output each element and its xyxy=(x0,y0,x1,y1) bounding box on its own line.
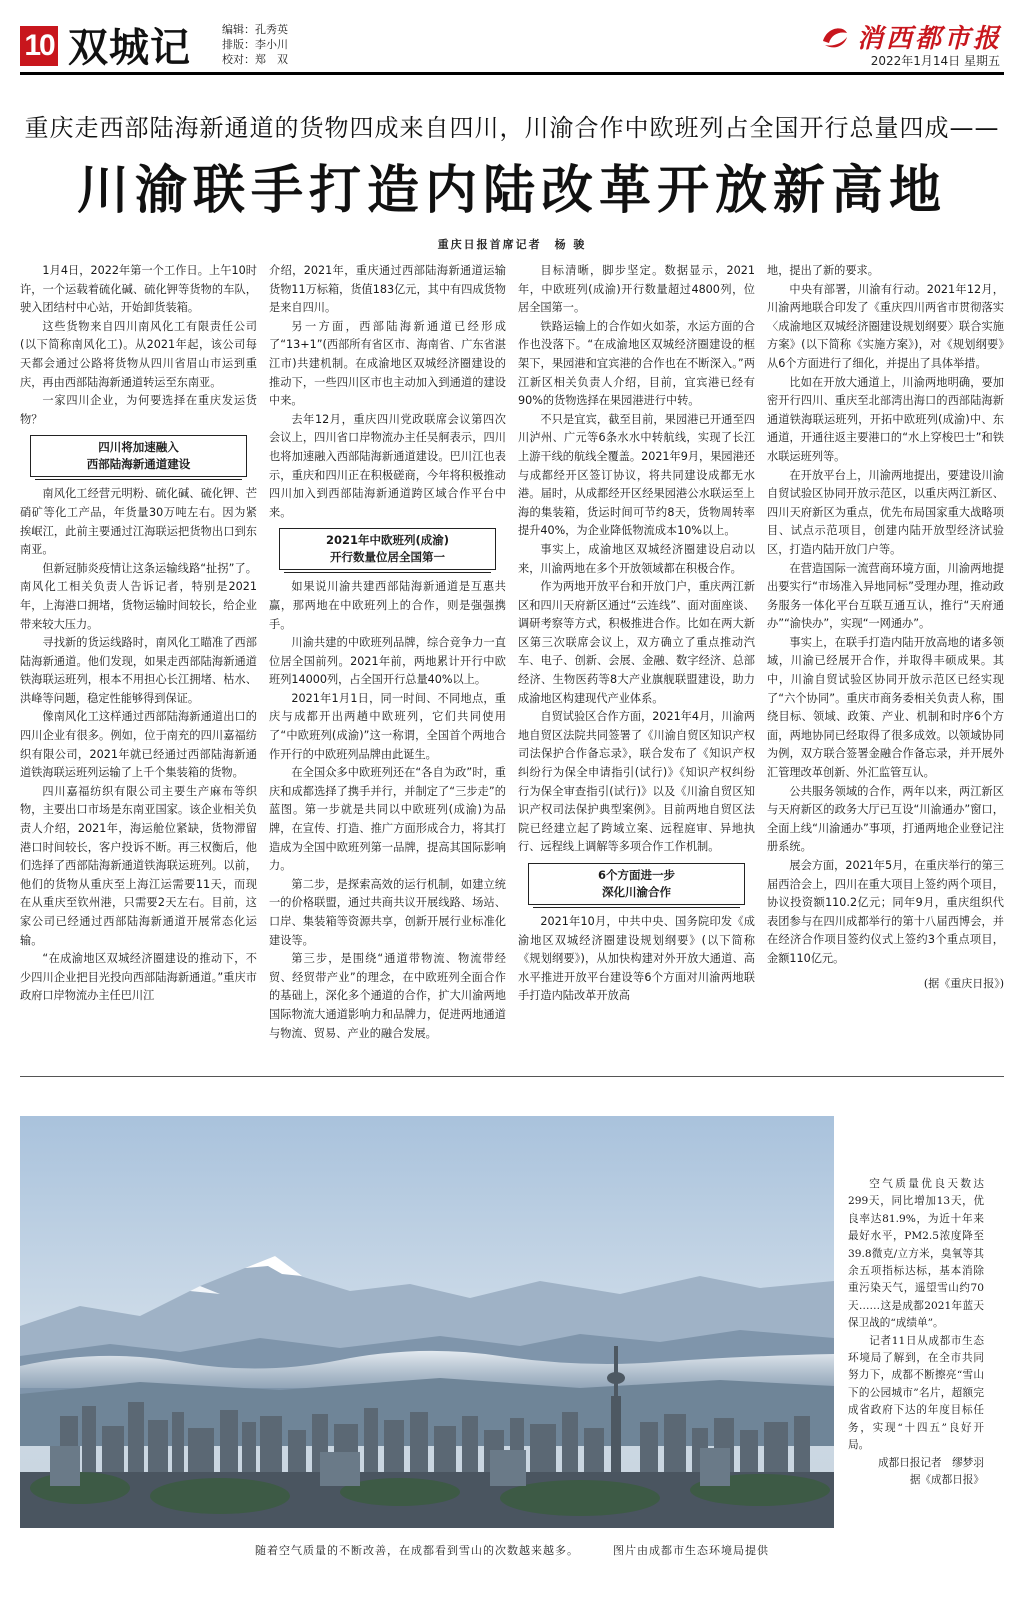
paragraph: 地，提出了新的要求。 xyxy=(767,264,879,277)
masthead-rule xyxy=(20,72,1004,75)
paragraph: 介绍，2021年，重庆通过西部陆海新通道运输货物11万标箱，货值183亿元，其中有四成货物是来自四川。 xyxy=(269,264,506,315)
city-skyline-photo xyxy=(20,1116,834,1528)
paragraph: 公共服务领域的合作，两年以来，两江新区与天府新区的政务大厅已互设“川渝通办”窗口，全面上线“川渝通办”事项，打通两地企业登记注册系统。 xyxy=(767,784,1004,854)
paragraph: 一家四川企业，为何要选择在重庆发运货物？ xyxy=(20,394,257,426)
paragraph: 铁路运输上的合作如火如荼，水运方面的合作也没落下。“在成渝地区双城经济圈建设的框架下，果园港和宜宾港的合作也在不断深入。”两江新区相关负责人介绍，目前，宜宾港已经有90%的货物选择在果园港进行中转。 xyxy=(518,319,755,408)
paragraph: 寻找新的货运线路时，南风化工瞄准了西部陆海新通道。他们发现，如果走西部陆海新通道铁海联运班列，根本不用担心长江拥堵、枯水、洪峰等问题，稳定性能够得到保证。 xyxy=(20,636,257,705)
paragraph: 另一方面，西部陆海新通道已经形成了“13+1”(西部所有省区市、海南省、广东省湛江市)共建机制。在成渝地区双城经济圈建设的推动下，一些四川区市也主动加入到通道的建设中来。 xyxy=(269,319,506,408)
photo-story-reporter: 成都日报记者 缪梦羽 xyxy=(878,1456,984,1469)
newspaper-logo xyxy=(819,18,1002,55)
subheading-line: 西部陆海新通道建设 xyxy=(86,457,191,472)
paragraph: 作为两地开放平台和开放门户，重庆两江新区和四川天府新区通过“云连线”、面对面座谈、调研考察等方式，积极推进合作。比如在两大新区第三次联席会议上，双方确立了重点推动汽车、电子、创新、会展、金融、数字经济、总部经济、生物医药等8大产业旗舰联盟建设，助力成渝地区构建现代产业体系。 xyxy=(518,580,755,705)
paragraph: 在开放平台上，川渝两地提出，要建设川渝自贸试验区协同开放示范区，以重庆两江新区、四川天府新区为重点，优先布局国家重大战略项目、试点示范项目，创建内陆开放型经济试验区，打造内陆开放门户等。 xyxy=(767,468,1004,556)
paragraph: 不只是宜宾，截至目前，果园港已开通至四川泸州、广元等6条水水中转航线，实现了长江上游干线的航线全覆盖。2021年9月，果园港还与成都经开区签订协议，将共同建设成都无水港。届时，从成都经开区经果园港公水联运至上海的集装箱，货运时间可节约8天，货物周转率提升40%，为企业降低物流成本10%以上。 xyxy=(518,412,755,538)
caption-text: 随着空气质量的不断改善，在成都看到雪山的次数越来越多。 xyxy=(255,1544,579,1557)
paragraph: 如果说川渝共建西部陆海新通道是互惠共赢，那两地在中欧班列上的合作，则是强强携手。 xyxy=(269,580,506,631)
paragraph: 中央有部署，川渝有行动。2021年12月，川渝两地联合印发了《重庆四川两省市贯彻落实〈成渝地区双城经济圈建设规划纲要〉联合实施方案》(以下简称《实施方案》)，对《规划纲要》从6个方面进行了细化，并提出了具体举措。 xyxy=(767,282,1004,370)
paragraph: 目标清晰，脚步坚定。数据显示，2021年，中欧班列(成渝)开行数量超过4800列，位居全国第一。 xyxy=(518,264,755,315)
article-column-1 xyxy=(20,262,257,1062)
photo-story-source: 据《成都日报》 xyxy=(909,1473,984,1486)
paragraph: 去年12月，重庆四川党政联席会议第四次会议上，四川省口岸物流办主任吴舸表示，四川也将加速融入西部陆海新通道建设。巴川江也表示，重庆和四川正在积极磋商，今年将积极推动四川加入到西部陆海新通道跨区域合作平台中来。 xyxy=(269,412,506,519)
editor-credit: 编辑：孔秀英 xyxy=(222,23,288,36)
paragraph: 像南风化工这样通过西部陆海新通道出口的四川企业有很多。例如，位于南充的四川嘉福纺织有限公司，2021年就已经通过西部陆海新通道铁海联运班列运输了上千个集装箱的货物。 xyxy=(20,710,257,780)
paragraph: 自贸试验区合作方面，2021年4月，川渝两地自贸区法院共同签署了《川渝自贸区知识产权司法保护合作备忘录》，联合发布了《知识产权纠纷行为保全申请指引(试行)》《知识产权纠纷行为保全审查指引(试行)》以及《川渝自贸区知识产权司法保护典型案例》。目前两地自贸区法院已经建立起了跨域立案、远程庭审、异地执行、远程线上调解等多项合作工作机制。 xyxy=(518,710,755,854)
layout-credit: 排版：李小川 xyxy=(222,38,288,51)
paragraph: 1月4日，2022年第一个工作日。上午10时许，一个运载着硫化碱、硫化钾等货物的车队，驶入团结村中心站，开始卸货装箱。 xyxy=(20,264,257,315)
subheading-line: 四川将加速融入 xyxy=(98,440,179,455)
article-kicker: 重庆走西部陆海新通道的货物四成来自四川，川渝合作中欧班列占全国开行总量四成—— xyxy=(24,114,1000,142)
paragraph: 2021年1月1日，同一时间、不同地点，重庆与成都开出两趟中欧班列，它们共同使用了“中欧班列(成渝)”这一称谓，全国首个两地合作开行的中欧班列品牌由此诞生。 xyxy=(269,691,506,761)
subheading-box xyxy=(528,863,745,905)
paragraph: 南风化工经营元明粉、硫化碱、硫化钾、芒硝矿等化工产品，年货量30万吨左右。因为紧挨岷江，此前主要通过江海联运把货物出口到东南亚。 xyxy=(20,487,257,557)
paragraph: “在成渝地区双城经济圈建设的推动下，不少四川企业把目光投向西部陆海新通道。”重庆市政府口岸物流办主任巴川江 xyxy=(20,952,257,1003)
paragraph: 比如在开放大通道上，川渝两地明确，要加密开行四川、重庆至北部湾出海口的西部陆海新通道铁海联运班列，开拓中欧班列(成渝)中、东通道，开通往返主要港口的“水上穿梭巴士”和铁水联运班列等。 xyxy=(767,375,1004,463)
newspaper-emblem-icon xyxy=(819,21,851,53)
photo-credit: 图片由成都市生态环境局提供 xyxy=(613,1544,769,1557)
article-headline: 川渝联手打造内陆改革开放新高地 xyxy=(76,161,947,221)
paragraph: 记者11日从成都市生态环境局了解到，在全市共同努力下，成都不断擦亮“雪山下的公园城市”名片，超额完成省政府下达的年度目标任务，实现“十四五”良好开局。 xyxy=(848,1334,984,1452)
photo-story-text xyxy=(848,1176,984,1489)
paragraph: 但新冠肺炎疫情让这条运输线路“扯拐”了。南风化工相关负责人告诉记者，特别是2021年，上海港口拥堵，货物运输时间较长，给企业带来较大压力。 xyxy=(20,561,257,631)
paragraph: 川渝共建的中欧班列品牌，综合竞争力一直位居全国前列。2021年前，两地累计开行中欧班列14000列，占全国开行总量40%以上。 xyxy=(269,636,506,687)
paragraph: 这些货物来自四川南风化工有限责任公司(以下简称南风化工)。从2021年起，该公司每天都会通过公路将货物从四川省眉山市运到重庆，再由西部陆海新通道转运至东南亚。 xyxy=(20,319,257,389)
paragraph: 第二步，是探索高效的运行机制，如建立统一的价格联盟，通过共商共议开展线路、场站、口岸、集装箱等资源共享，创新开展行业标准化建设等。 xyxy=(269,877,506,947)
article-source: (据《重庆日报》) xyxy=(923,976,1004,990)
newspaper-name: 消西都市报 xyxy=(856,24,1002,54)
subheading-box xyxy=(279,528,496,570)
paragraph: 事实上，在联手打造内陆开放高地的诸多领域，川渝已经展开合作，并取得丰硕成果。其中，川渝自贸试验区协同开放示范区已经实现了“六个协同”。重庆市商务委相关负责人称，围绕目标、领域、政策、产业、机制和时序6个方面，两地协同已经取得了很多成效。以领域协同为例，双方联合签署金融合作备忘录，并开展外汇管理改革创新、外汇监管互认。 xyxy=(767,635,1004,780)
paragraph: 第三步，是围绕“通道带物流、物流带经贸、经贸带产业”的理念，在中欧班列全面合作的基础上，深化多个通道的合作，扩大川渝两地国际物流大通道影响力和品牌力，促进两地通道与物流、贸易、产业的融合发展。 xyxy=(269,952,506,1040)
photo-caption xyxy=(0,1542,1024,1558)
article-byline: 重庆日报首席记者 杨 骏 xyxy=(437,238,587,251)
paragraph: 在营造国际一流营商环境方面，川渝两地提出要实行“市场准入异地同标”受理办理，推动政务服务一体化平台互联互通互认，推行“天府通办”“渝快办”，实现“一网通办”。 xyxy=(767,561,1004,631)
proof-credit: 校对：郑 双 xyxy=(222,53,288,66)
subheading-line: 开行数量位居全国第一 xyxy=(330,550,445,565)
snow-mountain-skyline-image xyxy=(20,1116,834,1528)
subheading-line: 深化川渝合作 xyxy=(602,885,671,899)
article-column-4 xyxy=(767,262,1004,1062)
section-divider xyxy=(20,1076,1004,1077)
subheading-line: 2021年中欧班列(成渝) xyxy=(325,533,450,548)
page-number: 10 xyxy=(20,26,58,66)
paragraph: 2021年10月，中共中央、国务院印发《成渝地区双城经济圈建设规划纲要》(以下简称《规划纲要》)，从加快构建对外开放大通道、高水平推进开放平台建设等6个方面对川渝两地联手打造内陆改革开放高 xyxy=(518,915,755,1003)
subheading-box xyxy=(30,435,247,477)
paragraph: 四川嘉福纺织有限公司主要生产麻布等织物，主要出口市场是东南亚国家。该企业相关负责人介绍，2021年，海运舱位紧缺，货物滞留港口时间较长，客户投诉不断。再三权衡后，他们选择了西部陆海新通道铁海联运班列。以前，他们的货物从重庆至上海江运需要11天，而现在从重庆至钦州港，只需要2天左右。目前，这家公司已经通过西部陆海新通道开展常态化运输。 xyxy=(20,784,257,947)
issue-date: 2022年1月14日 星期五 xyxy=(870,54,1000,68)
article-body xyxy=(20,262,1004,1062)
subheading-line: 6个方面进一步 xyxy=(597,868,675,882)
section-title: 双城记 xyxy=(68,25,191,71)
paragraph: 事实上，成渝地区双城经济圈建设启动以来，川渝两地在多个开放领域都在积极合作。 xyxy=(518,542,755,575)
article-column-2 xyxy=(269,262,506,1062)
paragraph: 展会方面，2021年5月，在重庆举行的第三届西洽会上，四川在重大项目上签约两个项目，协议投资额110.2亿元；同年9月，重庆组织代表团参与在四川成都举行的第十八届西博会，并在经济合作项目签约仪式上签约3个重点项目，金额110亿元。 xyxy=(767,859,1004,965)
article-column-3 xyxy=(518,262,755,1062)
staff-credits xyxy=(222,22,288,67)
paragraph: 空气质量优良天数达299天，同比增加13天，优良率达81.9%，为近十年来最好水平，PM2.5浓度降至39.8微克/立方米，臭氧等其余五项指标达标，基本消除重污染天气，遥望雪山约70天……这是成都2021年蓝天保卫战的“成绩单”。 xyxy=(848,1178,984,1330)
paragraph: 在全国众多中欧班列还在“各自为政”时，重庆和成都选择了携手并行，并制定了“三步走”的蓝图。第一步就是共同以中欧班列(成渝)为品牌，在宣传、打造、推广方面形成合力，将其打造成为全国中欧班列第一品牌，提高其国际影响力。 xyxy=(269,766,506,873)
